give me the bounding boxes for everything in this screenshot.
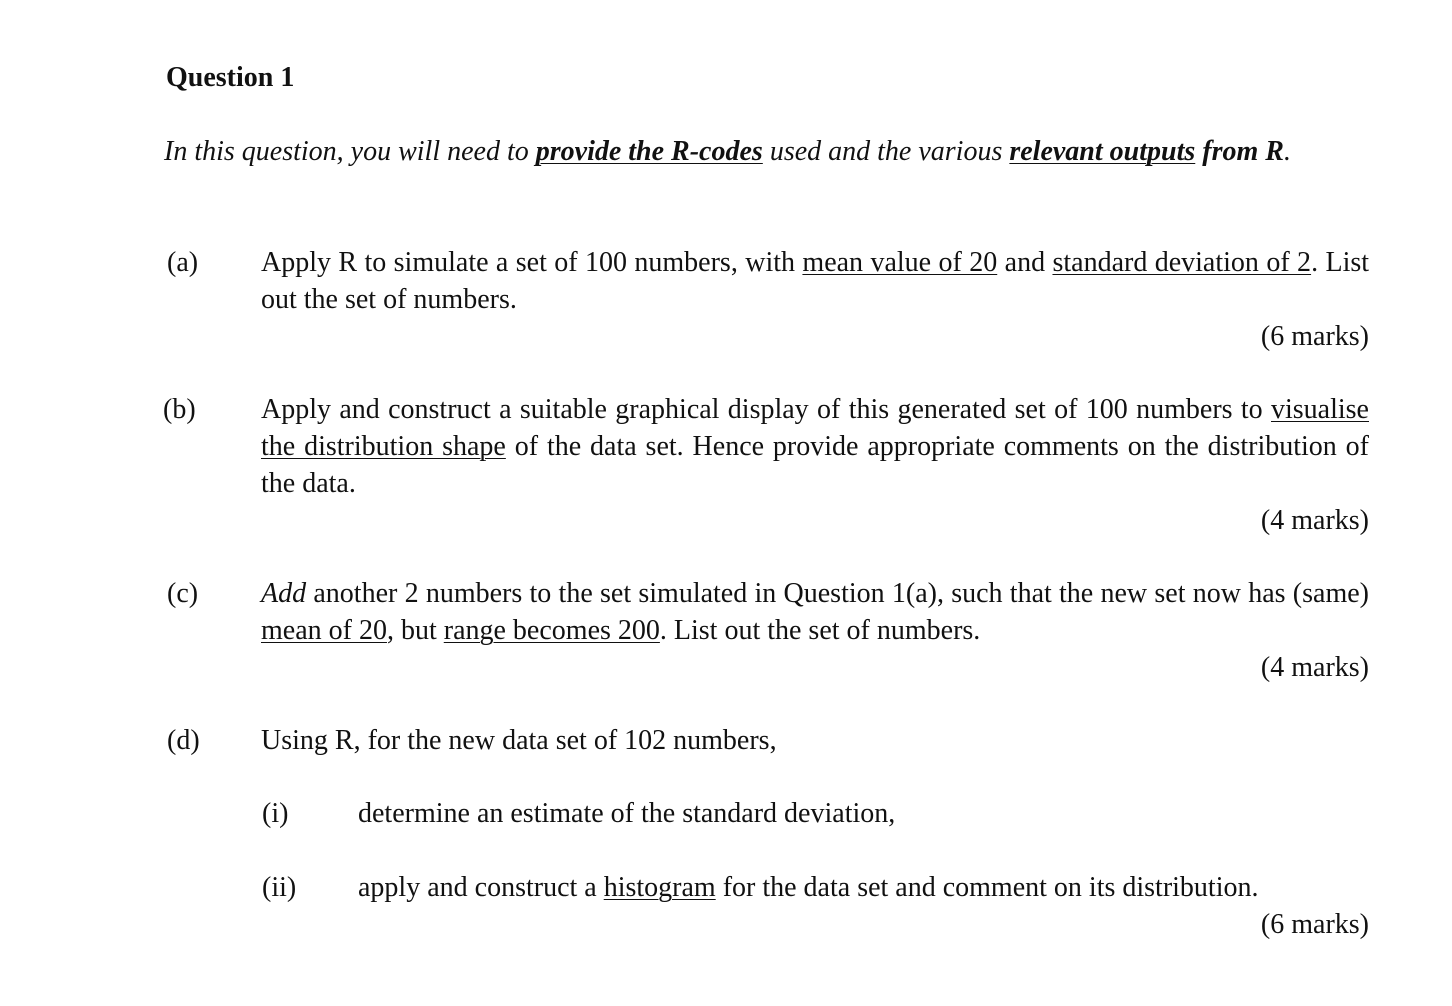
part-d-sub-ii-text-1: apply and construct a [358,872,604,903]
part-d-sub-ii-text-2: for the data set and comment on its distribution. [715,872,1259,903]
part-c-underline-range: range becomes 200 [443,615,660,646]
part-d-marks: (6 marks) [1260,909,1369,940]
part-a-text-1: Apply R to simulate a set of 100 numbers, with [261,247,803,278]
part-c-underline-mean: mean of 20 [261,615,387,646]
part-d-sub-i-label: (i) [262,798,289,829]
part-a-underline-sd: standard deviation of 2 [1052,247,1312,278]
intro-emphasis-from-r: from R [1202,136,1284,167]
part-c-label: (c) [167,578,199,609]
part-a-text-3: . List out the set of numbers. [261,247,1370,315]
part-c-text-3: . List out the set of numbers. [659,615,981,646]
part-c-text-2: , but [386,615,444,646]
part-d-sub-ii-label: (ii) [262,872,297,903]
intro-text-2: used and the various [762,136,1010,167]
intro-emphasis-r-codes: provide the R-codes [535,136,763,167]
part-d-sub-i-text: determine an estimate of the standard deviation, [358,798,896,829]
part-b-marks: (4 marks) [1260,505,1369,536]
intro-text-4: . [1283,136,1291,167]
part-a-text [261,244,1369,318]
part-d-label: (d) [167,725,200,756]
part-b-text-2: of the data set. Hence provide appropriate comments on the distribution of the data. [261,431,1369,499]
part-a-label: (a) [167,247,199,278]
part-b-underline-distribution: visualise the distribution shape [261,394,1369,462]
part-d-sub-ii-text [358,869,1370,906]
part-a-text-2: and [997,247,1053,278]
question-title: Question 1 [166,62,295,93]
part-c-text-1: another 2 numbers to the set simulated in Question 1(a), such that the new set now has (same) [306,578,1369,609]
question-intro [164,134,1370,170]
part-c-marks: (4 marks) [1260,652,1369,683]
part-a-marks: (6 marks) [1260,321,1369,352]
part-a-underline-mean: mean value of 20 [802,247,998,278]
intro-emphasis-relevant-outputs: relevant outputs [1009,136,1196,167]
part-b-text [261,391,1369,502]
part-b-label: (b) [163,394,196,425]
part-c-text [261,575,1369,649]
part-b-text-1: Apply and construct a suitable graphical display of this generated set of 100 numbers to [261,394,1271,425]
part-c-italic-add: Add [261,578,307,609]
part-d-underline-histogram: histogram [603,872,716,903]
part-d-text: Using R, for the new data set of 102 numbers, [261,725,777,756]
intro-text-1: In this question, you will need to [164,136,536,167]
